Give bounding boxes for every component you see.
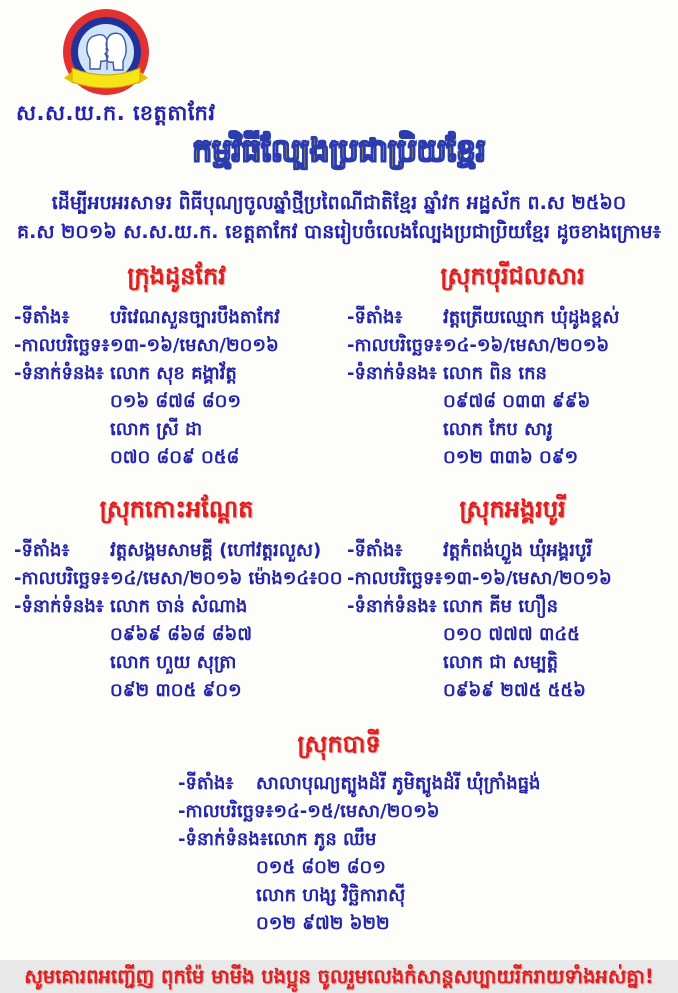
contact-name: លោក ស្រី ដា [110,419,203,440]
contact-name: លោក ជា សម្បត្តិ [443,652,559,673]
org-name: ស.ស.យ.ក. ខេត្តតាកែវ [16,101,216,125]
date-line [178,798,678,826]
contact-name: លោក ភូន ឈឹម [267,829,377,850]
footer-message: សូមគោរពអញ្ជើញ ពុកម៉ែ មាមីង បងប្អូន ចូលរួមលេងកំសាន្តសប្បាយរីករាយទាំងអស់គ្នា! [24,965,654,988]
contact-phone: ០៩៦៩ ៨៦៨ ៨៦៧ [110,624,252,645]
org-logo [50,8,162,108]
location-label: -ទីតាំង៖ [178,773,234,794]
section-body [178,770,678,938]
contact-line [14,360,339,388]
contact-name: លោក គីម ហឿន [443,596,559,617]
contact-line [178,826,678,854]
date-value: ១៤-១៥/មេសា/២០១៦ [273,801,440,822]
location-label: -ទីតាំង៖ [347,307,403,328]
location-line [347,304,678,332]
contact-label: -ទំនាក់ទំនង៖ [14,363,104,384]
location-value: វត្តកំពង់ហ្លួង ឃុំអង្គរបូរី [443,540,593,561]
contact-phone: ០៧០ ៨០៩ ០៥៨ [110,447,240,468]
contact-line [347,360,678,388]
location-line [14,304,339,332]
location-line [347,537,678,565]
date-line [14,565,343,593]
contact-name: លោក ពិន កេន [443,363,547,384]
contact-name: លោក ចាន់ សំណាង [110,596,248,617]
location-value: សាលាបុណ្យត្បូងដំរី ភូមិត្បូងដំរី ឃុំក្រាំងធ្នង់ [256,773,541,794]
date-line [14,332,339,360]
location-label: -ទីតាំង៖ [14,540,70,561]
contact-name: លោក សុខ គង្គាវ័ត្ត [110,363,237,384]
contact-name: លោក ហង្ស វិច្ឆិការាស៊ី [256,885,406,906]
section-title: ស្រុកបុរីជលសារ [440,262,585,290]
contact-name: លោក កែប សារូ [443,419,553,440]
section-title: ស្រុកអង្គរបូរី [459,495,566,523]
location-label: -ទីតាំង៖ [14,307,70,328]
contact-phone: ០៩២ ៣០៥ ៩០១ [110,680,242,701]
contact-name: លោក ហួយ សុត្រា [110,652,237,673]
district-grid [0,261,678,727]
location-label: -ទីតាំង៖ [347,540,403,561]
contact-line [347,593,678,621]
contact-line [14,593,339,621]
contact-phone: ០៩៧៨ ០៣៣ ៩៩៦ [443,391,591,412]
section-angkor-borei [339,494,678,705]
date-label: -កាលបរិច្ឆេទ៖ [14,335,110,356]
location-value: វត្តសង្គមសាមគ្គី (ហៅវត្តរលួស) [110,540,322,561]
date-line [347,565,678,593]
section-krong-doun-kaev [0,261,339,472]
date-value: ១៤/មេសា/២០១៦ ម៉ោង១៤៖០០ [110,568,343,589]
two-faces-logo-icon [50,8,162,108]
location-line [14,537,339,565]
date-value: ១៤-១៦/មេសា/២០១៦ [443,335,610,356]
section-koh-andet [0,494,343,705]
contact-phone: ០១០ ៧៧៧ ៣៤៥ [443,624,580,645]
section-borei-cholsar [339,261,678,472]
location-line [178,770,678,798]
contact-label: -ទំនាក់ទំនង៖ [178,829,268,850]
header [0,0,678,130]
page-title: កម្មវិធីល្បែងប្រជាប្រិយខ្មែរ [192,133,486,169]
contact-label: -ទំនាក់ទំនង៖ [14,596,104,617]
section-title: ស្រុកកោះអណ្ដែត [99,495,254,523]
date-label: -កាលបរិច្ឆេទ៖ [14,568,110,589]
contact-phone: ០៩៦៩ ២៧៥ ៥៥៦ [443,680,586,701]
date-label: -កាលបរិច្ឆេទ៖ [178,801,274,822]
contact-label: -ទំនាក់ទំនង៖ [347,363,437,384]
date-label: -កាលបរិច្ឆេទ៖ [347,335,443,356]
contact-phone: ០១៥ ៨០២ ៨០១ [256,857,386,878]
intro-line-2: គ.ស ២០១៦ ស.ស.យ.ក. ខេត្តតាកែវ បានរៀបចំលេងល្បែងប្រជាប្រិយខ្មែរ ដូចខាងក្រោម៖ [17,221,661,243]
section-title: ក្រុងដូនកែវ [127,262,226,290]
date-value: ១៣-១៦/មេសា/២០១៦ [110,335,279,356]
intro-paragraph [0,189,678,247]
contact-phone: ០១២ ៣៣៦ ០៩១ [443,447,579,468]
intro-line-1: ដើម្បីអបអរសាទរ ពិធីបុណ្យចូលឆ្នាំថ្មីប្រពៃណីជាតិខ្មែរ ឆ្នាំវក អដ្ឋស័ក ព.ស ២៥៦០ [51,192,627,214]
location-value: បរិវេណសួនច្បារបឹងតាកែវ [110,307,280,328]
location-value: វត្តត្រើយឈ្មោក ឃុំដូងខ្ពស់ [443,307,620,328]
contact-phone: ០១២ ៩៧២ ៦២២ [256,913,390,934]
date-label: -កាលបរិច្ឆេទ៖ [347,568,443,589]
date-value: ១៣-១៦/មេសា/២០១៦ [443,568,612,589]
contact-phone: ០១៦ ៨៧៨ ៨០១ [110,391,242,412]
section-title: ស្រុកបាទី [297,730,381,758]
contact-label: -ទំនាក់ទំនង៖ [347,596,437,617]
date-line [347,332,678,360]
section-bati [0,729,678,938]
